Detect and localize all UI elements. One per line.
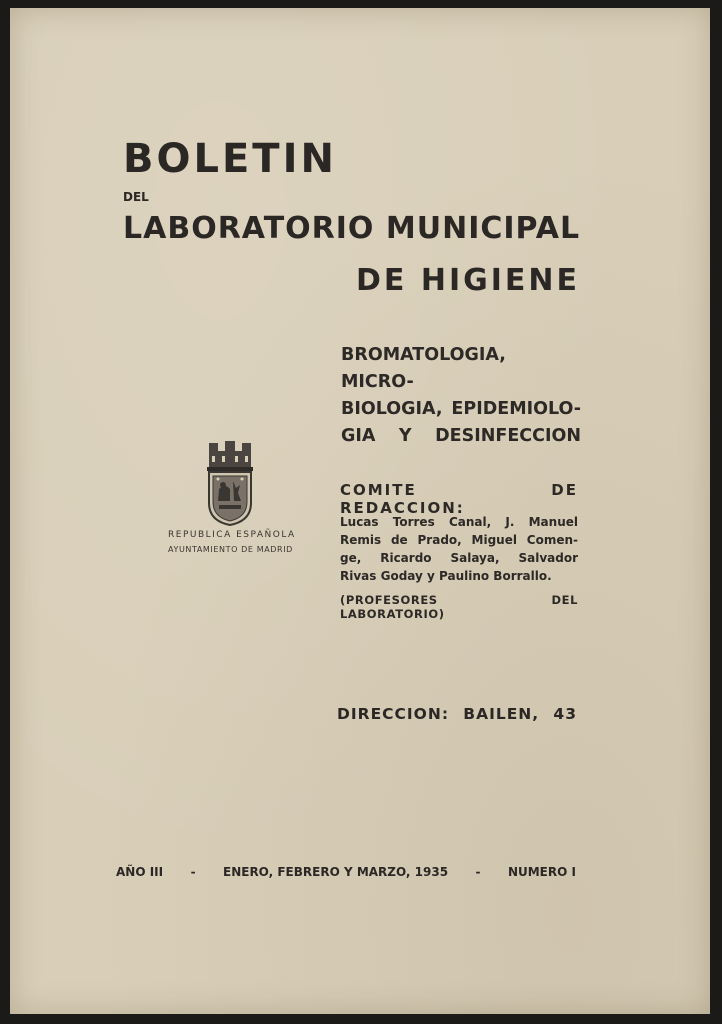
- title-boletin: BOLETIN: [123, 136, 337, 182]
- footer-separator: -: [475, 865, 481, 879]
- subjects-block: [341, 342, 581, 450]
- madrid-coat-of-arms-icon: [203, 441, 257, 527]
- footer-ano: AÑO III: [116, 865, 164, 879]
- title-laboratorio: LABORATORIO MUNICIPAL: [123, 211, 581, 246]
- comite-heading: COMITE DE REDACCION:: [340, 481, 578, 517]
- address: DIRECCION: BAILEN, 43: [337, 705, 577, 723]
- members-line: ge, Ricardo Salaya, Salvador: [340, 551, 578, 565]
- footer-numero: NUMERO I: [507, 865, 576, 879]
- cover-page: [10, 8, 710, 1014]
- subjects-line: BIOLOGIA, EPIDEMIOLO-: [341, 399, 581, 419]
- footer-separator: -: [190, 865, 196, 879]
- crest-caption-ayuntamiento: AYUNTAMIENTO DE MADRID: [168, 545, 293, 554]
- footer-date: ENERO, FEBRERO Y MARZO, 1935: [223, 865, 449, 879]
- title-del: DEL: [123, 190, 149, 204]
- members-line: Remis de Prado, Miguel Comen-: [340, 533, 578, 547]
- crest-caption-republica: REPUBLICA ESPAÑOLA: [168, 530, 296, 540]
- committee-members: [340, 513, 578, 585]
- subjects-line: GIA Y DESINFECCION: [341, 426, 581, 446]
- members-line: Lucas Torres Canal, J. Manuel: [340, 515, 578, 529]
- issue-footer: [116, 865, 576, 879]
- subjects-line: BROMATOLOGIA, MICRO-: [341, 345, 506, 392]
- profesores-note: (PROFESORES DEL LABORATORIO): [340, 593, 578, 621]
- members-line: Rivas Goday y Paulino Borrallo.: [340, 569, 552, 583]
- title-higiene: DE HIGIENE: [356, 263, 580, 298]
